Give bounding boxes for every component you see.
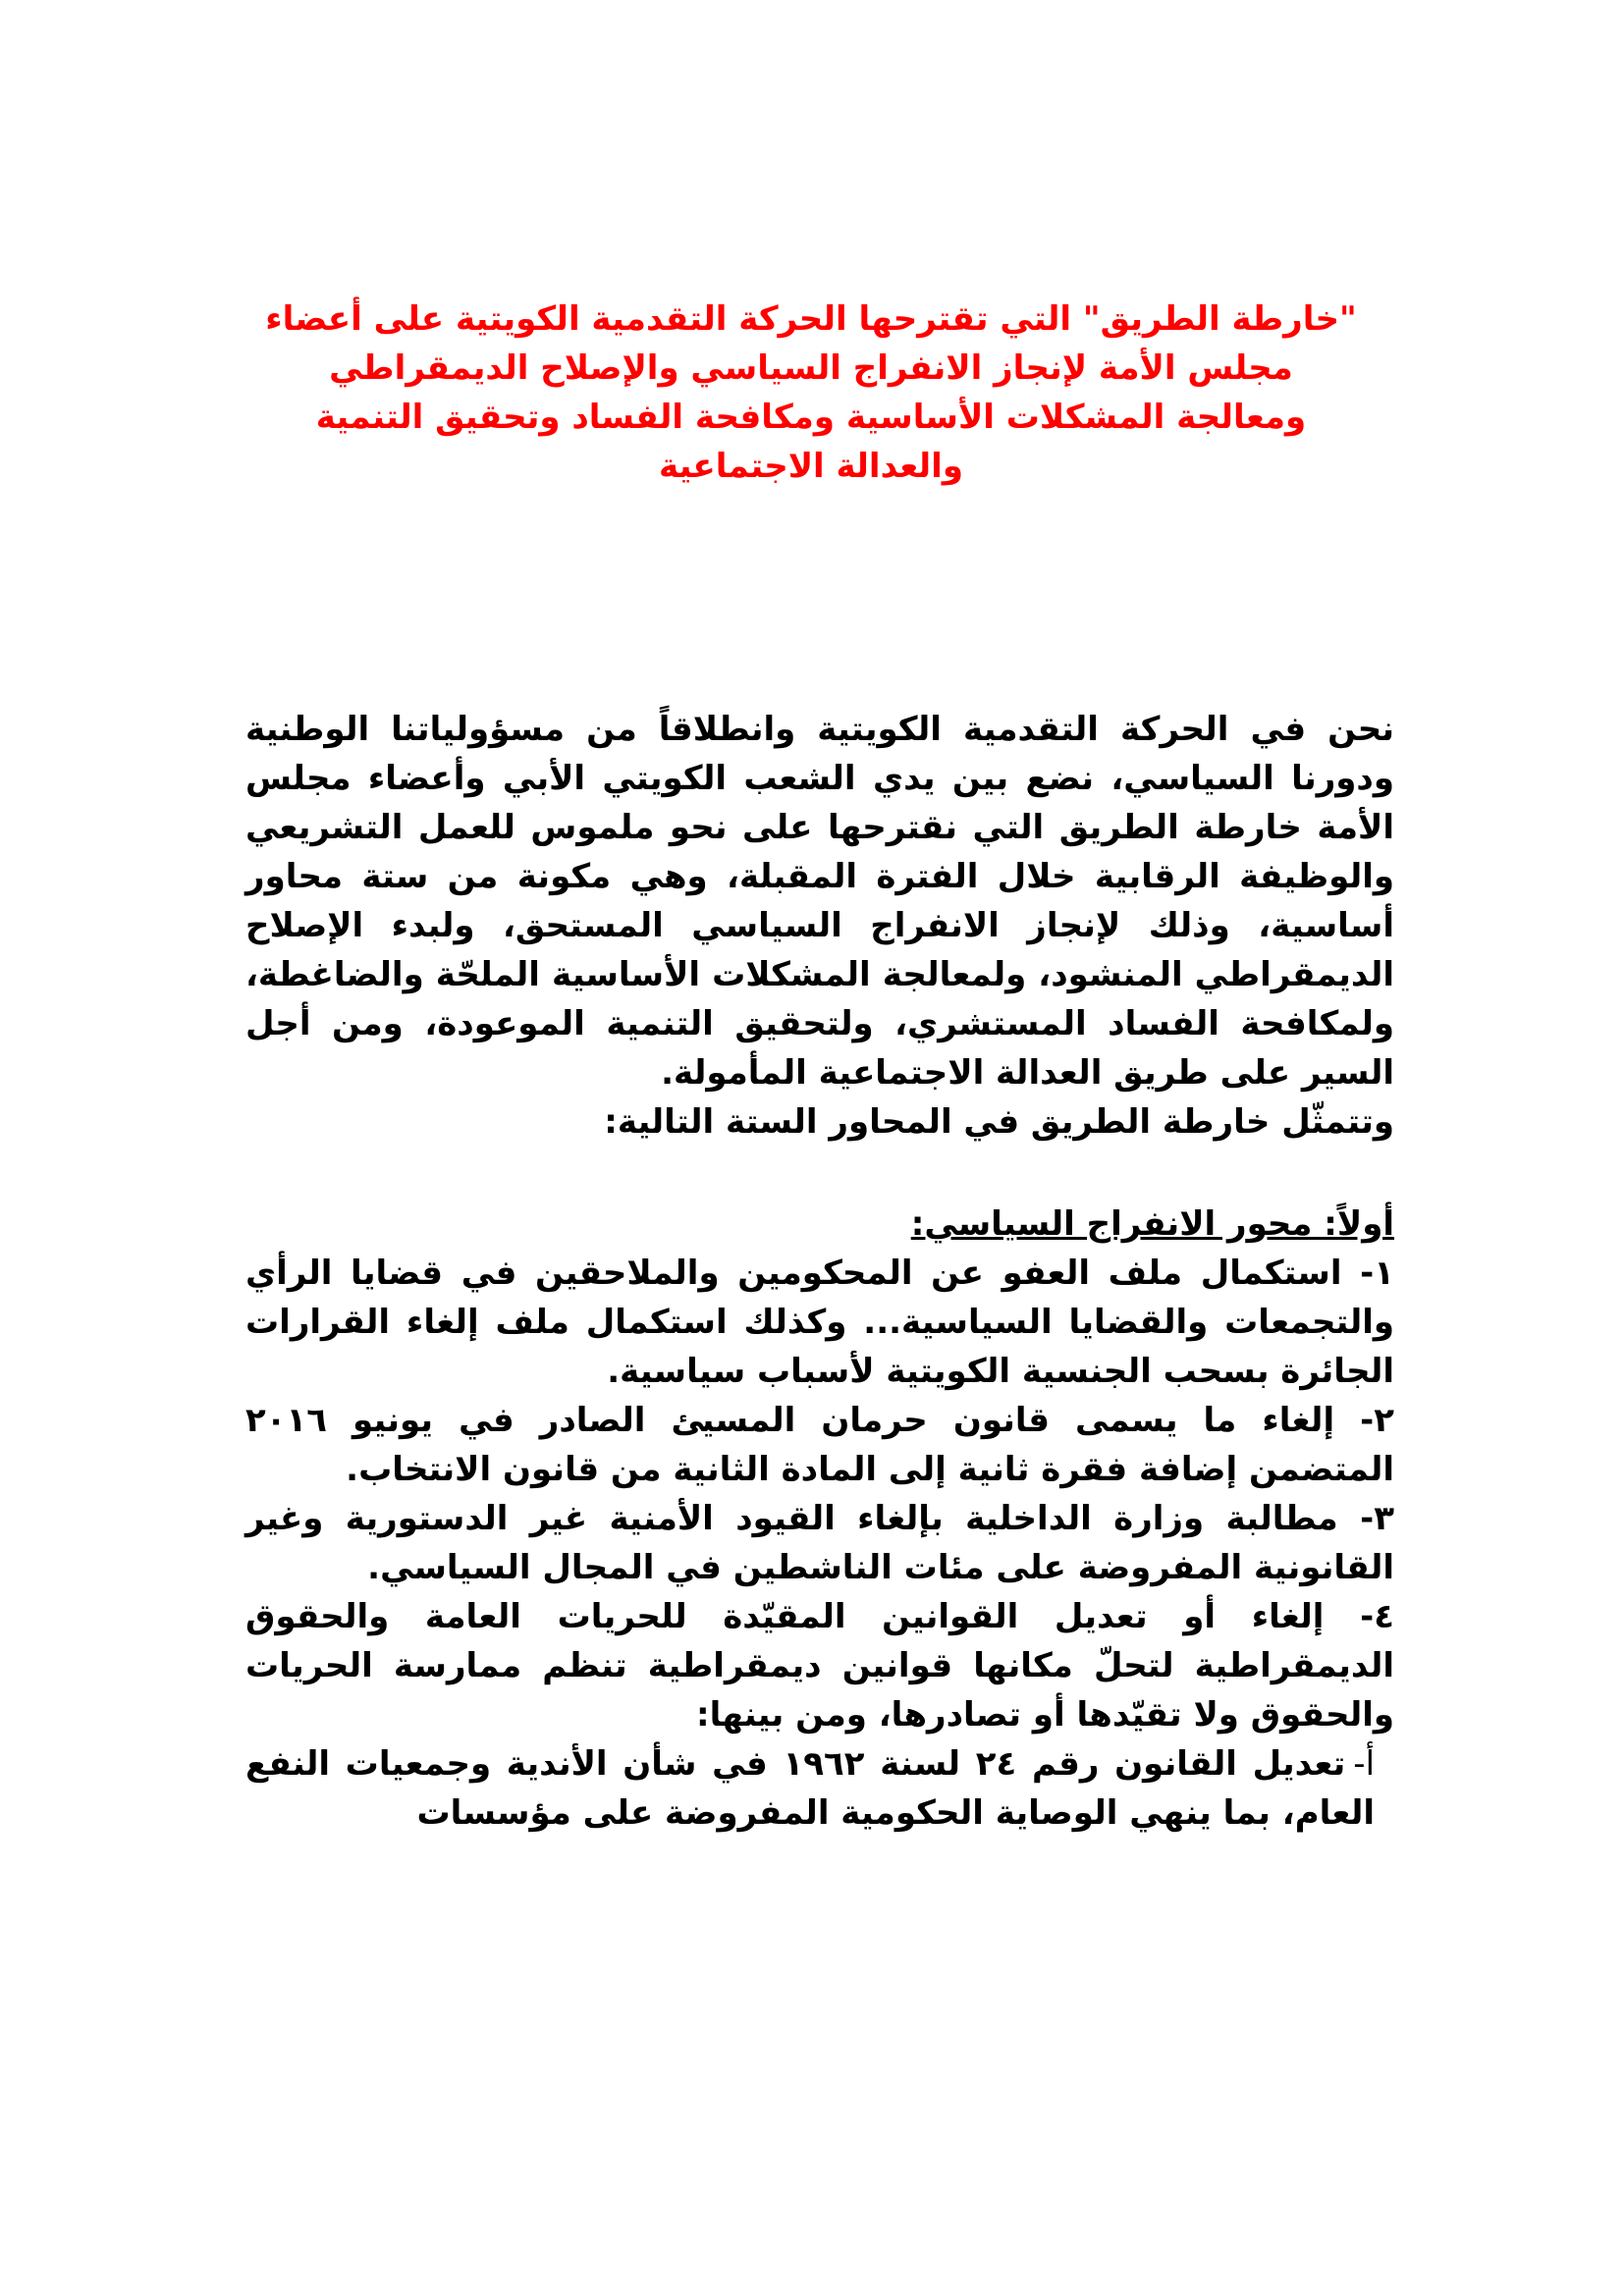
list-item-1: ١- استكمال ملف العفو عن المحكومين والملاحقين في قضايا الرأي والتجمعات والقضايا السياسية... وكذلك استكمال ملف إلغاء القرارات الجائرة بسحب الجنسية الكويتية لأسباب سياسية. [245,1254,1394,1391]
list-item-4: ٤- إلغاء أو تعديل القوانين المقيّدة للحريات العامة والحقوق الديمقراطية لتحلّ مكانها قوانين ديمقراطية تنظم ممارسة الحريات والحقوق ولا تقيّدها أو تصادرها، ومن بينها: [245,1597,1394,1735]
document-body [245,705,1394,1838]
sub-list-marker-a: أ- [1353,1744,1376,1784]
section-heading-political-relief: أولاً: محور الانفراج السياسي: [910,1204,1394,1244]
list-item-2: ٢- إلغاء ما يسمى قانون حرمان المسيئ الصادر في يونيو ٢٠١٦ المتضمن إضافة فقرة ثانية إلى المادة الثانية من قانون الانتخاب. [245,1401,1394,1489]
sub-list-text-a: تعديل القانون رقم ٢٤ لسنة ١٩٦٢ في شأن الأندية وجمعيات النفع العام، بما ينهي الوصاية الحكومية المفروضة على مؤسسات [245,1744,1375,1833]
document-title: "خارطة الطريق" التي تقترحها الحركة التقدمية الكويتية على أعضاء مجلس الأمة لإنجاز الانفراج السياسي والإصلاح الديمقراطي ومعالجة المشكلات الأساسية ومكافحة الفساد وتحقيق التنمية والعدالة الاجتماعية [265,299,1357,486]
intro-paragraph: نحن في الحركة التقدمية الكويتية وانطلاقاً من مسؤولياتنا الوطنية ودورنا السياسي، نضع بين يدي الشعب الكويتي الأبي وأعضاء مجلس الأمة خارطة الطريق التي نقترحها على نحو ملموس للعمل التشريعي والوظيفة الرقابية خلال الفترة المقبلة، وهي مكونة من ستة محاور أساسية، وذلك لإنجاز الانفراج السياسي المستحق، ولبدء الإصلاح الديمقراطي المنشود، ولمعالجة المشكلات الأساسية الملحّة والضاغطة، ولمكافحة الفساد المستشري، ولتحقيق التنمية الموعودة، ومن أجل السير على طريق العدالة الاجتماعية المأمولة. [245,710,1394,1093]
sub-list-item-a [245,1739,1375,1838]
list-item-3: ٣- مطالبة وزارة الداخلية بإلغاء القيود الأمنية غير الدستورية وغير القانونية المفروضة على مئات الناشطين في المجال السياسي. [245,1499,1394,1587]
intro-closing-line: وتتمثّل خارطة الطريق في المحاور الستة التالية: [604,1102,1394,1142]
